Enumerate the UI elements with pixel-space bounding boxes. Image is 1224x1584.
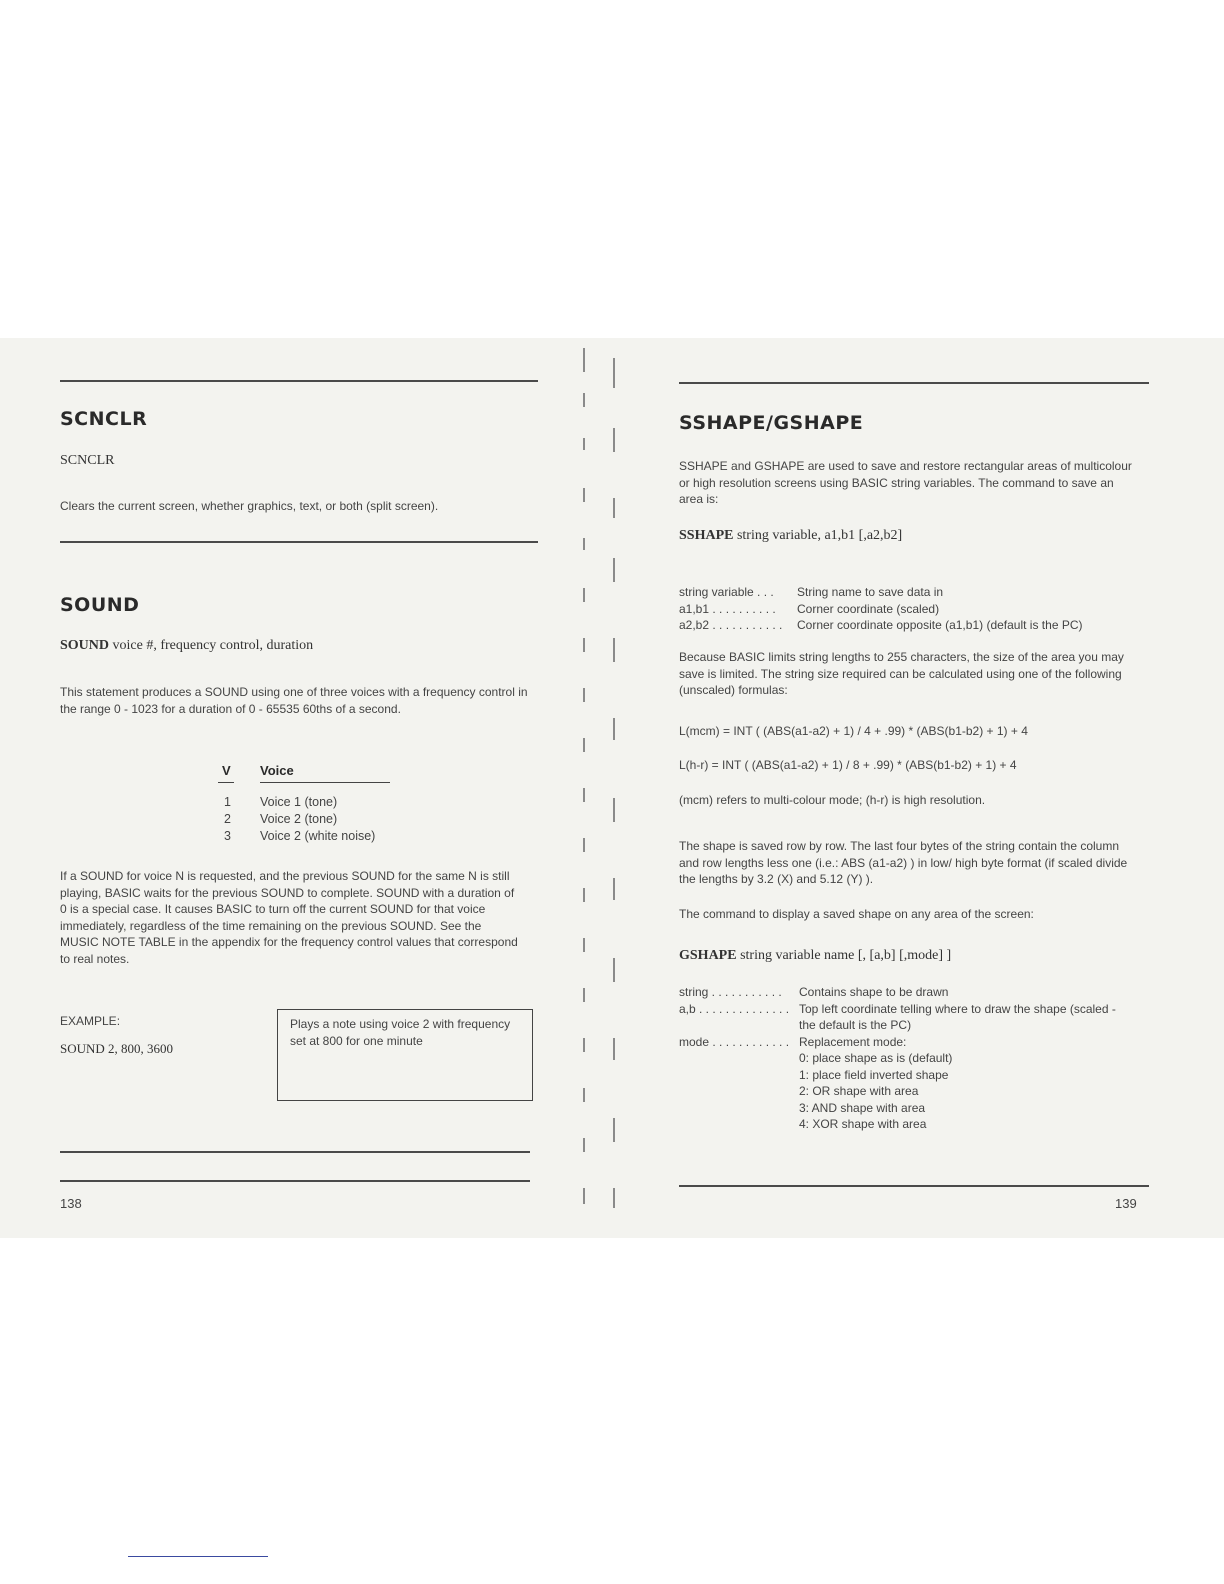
list-item: 1: place field inverted shape — [799, 1067, 949, 1082]
parameter-term: string variable . . . — [679, 585, 774, 599]
voice-number: 3 — [224, 829, 231, 843]
book-spread — [0, 338, 1224, 1238]
gshape-syntax-keyword: GSHAPE — [679, 948, 737, 963]
display-description: The command to display a saved shape on any area of the screen: — [679, 907, 1034, 921]
parameter-desc: Top left coordinate telling where to draw the shape (scaled - the default is the PC) — [799, 1001, 1116, 1032]
list-item: 4: XOR shape with area — [799, 1117, 927, 1131]
table-row — [218, 795, 398, 812]
list-item: 0: place shape as is (default) — [799, 1051, 953, 1065]
formula-high-resolution: L(h-r) = INT ( (ABS(a1-a2) + 1) / 8 + .99) * (ABS(b1-b2) + 1) + 4 — [679, 758, 1017, 772]
formula-multicolour: L(mcm) = INT ( (ABS(a1-a2) + 1) / 4 + .99) * (ABS(b1-b2) + 1) + 4 — [679, 724, 1028, 738]
example-code: SOUND 2, 800, 3600 — [60, 1041, 174, 1056]
parameter-term: string . . . . . . . . . . . — [679, 985, 782, 999]
table-row — [218, 812, 398, 829]
section-rule — [60, 1151, 530, 1153]
example-note: Plays a note using voice 2 with frequency set at 800 for one minute — [290, 1017, 511, 1048]
row-storage-description: The shape is saved row by row. The last four bytes of the string contain the column and row lengths less one (i.e.: ABS (a1-a2) ) in low/ high byte format (if scaled divide the lengths by 3.2 (X) and 5.12 (Y) ). — [679, 839, 1128, 886]
voice-number: 2 — [224, 812, 231, 826]
voice-table-header-v: V — [222, 763, 231, 778]
voice-table — [218, 763, 398, 846]
footer-underline — [128, 1556, 268, 1557]
parameter-desc: Contains shape to be drawn — [799, 985, 949, 999]
scnclr-syntax: SCNCLR — [60, 453, 115, 468]
sshape-parameters — [679, 584, 1139, 634]
left-page — [60, 338, 540, 1238]
mode-list — [679, 1050, 1139, 1133]
gshape-syntax — [679, 948, 951, 964]
parameter-term: a,b . . . . . . . . . . . . . . — [679, 1001, 790, 1016]
parameter-row — [679, 617, 1139, 634]
section-rule — [679, 382, 1149, 384]
voice-table-header-voice: Voice — [260, 763, 294, 778]
voice-label: Voice 2 (tone) — [260, 812, 338, 826]
sshape-intro: SSHAPE and GSHAPE are used to save and restore rectangular areas of multicolour or high resolution screens using BASIC string variables. The command to save an area is: — [679, 459, 1132, 506]
table-row — [218, 829, 398, 846]
scnclr-heading: SCNCLR — [60, 408, 148, 430]
sound-description: This statement produces a SOUND using one of three voices with a frequency control in the range 0 - 1023 for a duration of 0 - 65535 60ths of a second. — [60, 685, 528, 716]
section-rule — [60, 541, 538, 543]
parameter-desc: Corner coordinate (scaled) — [797, 601, 940, 616]
sound-detail: If a SOUND for voice N is requested, and the previous SOUND for the same N is still playing, BASIC waits for the previous SOUND to complete. SOUND with a duration of 0 is a special case. It causes BASIC to turn off the current SOUND for that voice immediately, regardless of the time remaining on the previous SOUND. See the MUSIC NOTE TABLE in the appendix for the frequency control values that correspond to real notes. — [60, 869, 518, 966]
parameter-row — [679, 984, 1139, 1001]
sshape-syntax-keyword: SSHAPE — [679, 528, 734, 543]
sshape-syntax-args: string variable, a1,b1 [,a2,b2] — [733, 528, 903, 543]
sshape-syntax — [679, 528, 902, 544]
voice-label: Voice 2 (white noise) — [260, 829, 376, 843]
parameter-desc: Replacement mode: — [799, 1034, 907, 1049]
parameter-term: a1,b1 . . . . . . . . . . — [679, 601, 776, 616]
sshape-gshape-heading: SSHAPE/GSHAPE — [679, 412, 864, 434]
binding-gutter — [575, 338, 635, 1238]
parameter-row — [679, 1001, 1139, 1034]
voice-label: Voice 1 (tone) — [260, 795, 338, 809]
page-number: 139 — [1115, 1196, 1137, 1211]
list-item: 3: AND shape with area — [799, 1100, 926, 1115]
parameter-term: a2,b2 . . . . . . . . . . . — [679, 618, 783, 632]
sound-syntax-keyword: SOUND — [60, 638, 110, 653]
right-page — [679, 338, 1165, 1238]
page-number: 138 — [60, 1196, 82, 1211]
scnclr-description: Clears the current screen, whether graphics, text, or both (split screen). — [60, 499, 439, 513]
parameter-desc: Corner coordinate opposite (a1,b1) (default is the PC) — [797, 618, 1083, 632]
voice-number: 1 — [224, 795, 231, 809]
example-note-box — [277, 1009, 533, 1101]
example-label: EXAMPLE: — [60, 1014, 121, 1028]
parameter-desc: String name to save data in — [797, 585, 944, 599]
sound-heading: SOUND — [60, 594, 140, 616]
parameter-row — [679, 601, 1139, 618]
footer-rule — [679, 1185, 1149, 1187]
footer-rule — [60, 1180, 530, 1182]
gshape-parameters — [679, 984, 1139, 1133]
parameter-row — [679, 584, 1139, 601]
sound-syntax-args: voice #, frequency control, duration — [109, 638, 314, 653]
parameter-row — [679, 1034, 1139, 1051]
mode-note: (mcm) refers to multi-colour mode; (h-r) is high resolution. — [679, 793, 986, 807]
parameter-term: mode . . . . . . . . . . . . — [679, 1034, 790, 1049]
gshape-syntax-args: string variable name [, [a,b] [,mode] ] — [736, 948, 952, 963]
list-item: 2: OR shape with area — [799, 1084, 919, 1098]
size-limit-description: Because BASIC limits string lengths to 255 characters, the size of the area you may save is limited. The string size required can be calculated using one of the following (unscaled) formulas: — [679, 650, 1124, 697]
section-rule — [60, 380, 538, 382]
sound-syntax — [60, 638, 313, 654]
